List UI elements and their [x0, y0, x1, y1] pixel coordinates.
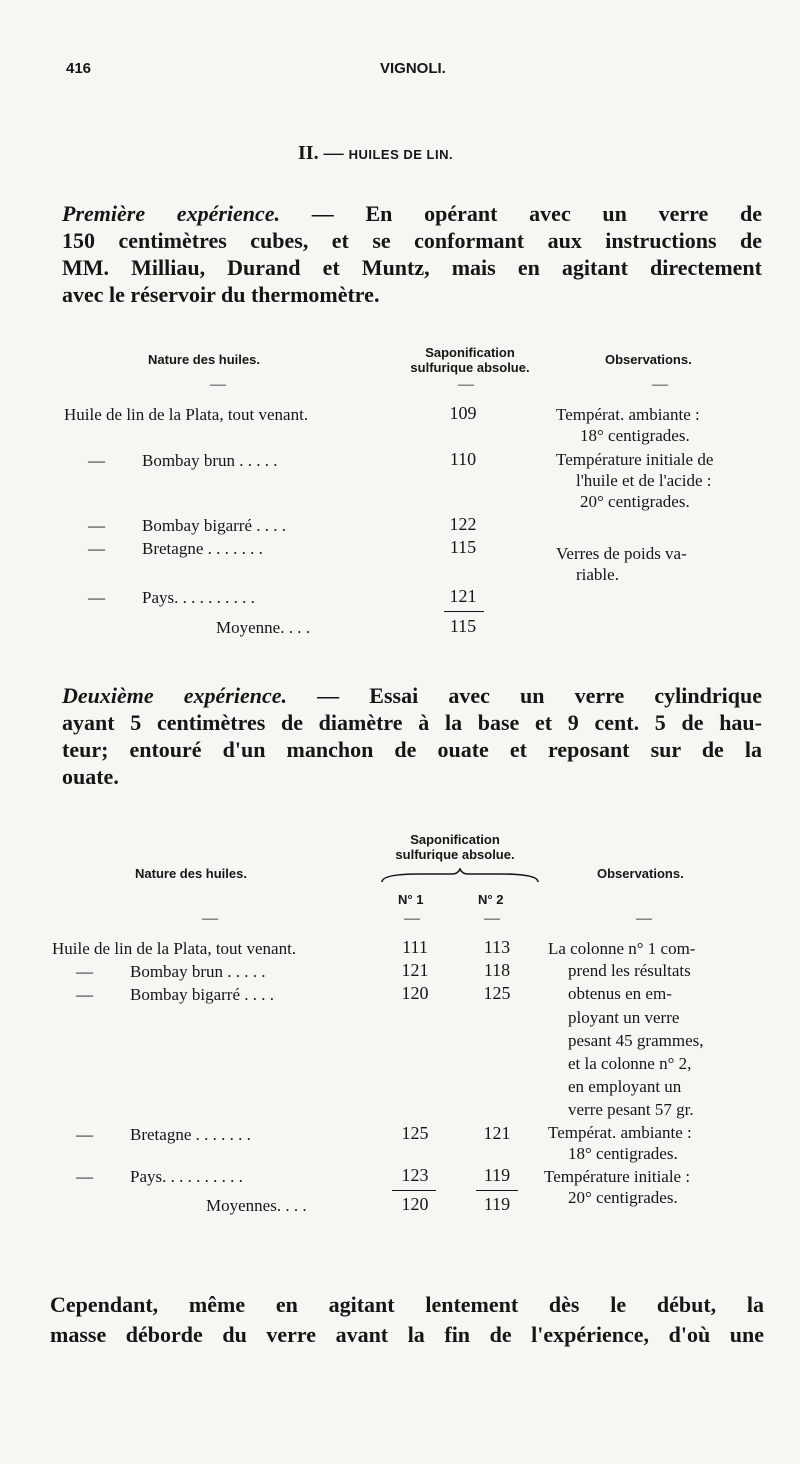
table2-row-value-2: 119	[483, 1165, 511, 1185]
table1-row-name: Bombay brun . . . . .	[142, 451, 278, 470]
section-dash: —	[323, 142, 344, 164]
table1-observation-line: l'huile et de l'acide :	[576, 471, 712, 490]
table2-header-saponification	[370, 832, 540, 862]
table2-observation-line: obtenus en em-	[568, 984, 672, 1003]
table1-observation-line: Température initiale de	[556, 450, 714, 469]
running-title: VIGNOLI.	[380, 60, 446, 77]
table1-header-dash: —	[458, 376, 474, 393]
table2-average-value-2: 119	[483, 1194, 511, 1214]
table2-average-label: Moyennes. . . .	[206, 1196, 307, 1215]
table2-observation-line: et la colonne n° 2,	[568, 1054, 692, 1073]
table2-sum-rule-1	[392, 1190, 436, 1191]
table2-row-name: Bretagne . . . . . . .	[130, 1125, 251, 1144]
table1-row-name: Pays. . . . . . . . . .	[142, 588, 255, 607]
table1-header-observations: Observations.	[605, 352, 692, 367]
table2-row-name: Bombay brun . . . . .	[130, 962, 266, 981]
table1-observation-line: Verres de poids va-	[556, 544, 687, 563]
table2-row-prefix: —	[76, 962, 93, 981]
table2-row-value-2: 113	[483, 937, 511, 957]
paragraph-line: 150 centimètres cubes, et se conformant aux instructions de	[62, 228, 762, 253]
section-heading: HUILES DE LIN.	[348, 147, 454, 162]
table2-observation-line: ployant un verre	[568, 1008, 680, 1027]
table2-row-name: Huile de lin de la Plata, tout venant.	[52, 939, 297, 958]
paragraph-line: ouate.	[62, 764, 119, 789]
paragraph-line: avec le réservoir du thermomètre.	[62, 282, 380, 307]
table1-average-value: 115	[449, 616, 477, 636]
table2-row-value-2: 118	[483, 960, 511, 980]
table1-observation-line: riable.	[576, 565, 619, 584]
paragraph-line: masse déborde du verre avant la fin de l'expérience, d'où une	[50, 1322, 764, 1347]
table2-row-value-1: 111	[402, 937, 428, 957]
table2-header-sapo-line2: sulfurique absolue.	[395, 847, 515, 862]
table2-row-value-1: 125	[401, 1123, 429, 1143]
table2-row-prefix: —	[76, 1167, 93, 1186]
table1-row-prefix: —	[88, 588, 105, 607]
table2-header-dash: —	[636, 910, 652, 927]
table1-sum-rule	[444, 611, 484, 612]
table2-header-dash: —	[484, 910, 500, 927]
table1-average-label: Moyenne. . . .	[216, 618, 310, 637]
table2-header-col2: N° 2	[478, 892, 504, 907]
paragraph-line: ayant 5 centimètres de diamètre à la base et 9 cent. 5 de hau-	[62, 710, 762, 735]
table1-observation-line: Températ. ambiante :	[556, 405, 700, 424]
section-numeral: II.	[298, 142, 319, 164]
table1-observation-line: 18° centigrades.	[580, 426, 690, 445]
paragraph-lead: Deuxième expérience.	[62, 683, 288, 708]
table2-row-value-1: 120	[401, 983, 429, 1003]
paragraph-deuxieme-experience	[62, 682, 762, 790]
table2-row-prefix: —	[76, 1125, 93, 1144]
table1-header-sapo-line1: Saponification	[425, 345, 515, 360]
table1-row-value: 115	[449, 537, 477, 557]
paragraph-line: Cependant, même en agitant lentement dès le début, la	[50, 1292, 764, 1317]
table2-observation-line: Température initiale :	[544, 1167, 691, 1186]
table2-header-nature: Nature des huiles.	[135, 866, 247, 881]
brace-icon	[380, 868, 540, 884]
table2-header-dash: —	[202, 910, 218, 927]
table2-row-name: Bombay bigarré . . . .	[130, 985, 274, 1004]
paragraph-line: — Essai avec un verre cylindrique	[287, 683, 762, 708]
table1-row-name: Huile de lin de la Plata, tout venant.	[64, 405, 309, 424]
table2-observation-line: 18° centigrades.	[568, 1144, 678, 1163]
table2-average-value-1: 120	[401, 1194, 429, 1214]
table2-header-dash: —	[404, 910, 420, 927]
table2-row-value-1: 121	[401, 960, 429, 980]
paragraph-line: MM. Milliau, Durand et Muntz, mais en agitant directement	[62, 255, 762, 280]
page-number: 416	[66, 60, 92, 77]
table1-row-name: Bombay bigarré . . . .	[142, 516, 286, 535]
table2-header-sapo-line1: Saponification	[410, 832, 500, 847]
table2-observation-line: La colonne n° 1 com-	[548, 939, 696, 958]
paragraph-lead: Première expérience.	[62, 201, 281, 226]
table2-row-value-2: 125	[483, 983, 511, 1003]
table2-row-value-2: 121	[483, 1123, 511, 1143]
table2-observation-line: pesant 45 grammes,	[568, 1031, 704, 1050]
table1-header-dash: —	[210, 376, 226, 393]
paragraph-line: teur; entouré d'un manchon de ouate et reposant sur de la	[62, 737, 762, 762]
table2-row-value-1: 123	[401, 1165, 429, 1185]
table1-header-sapo-line2: sulfurique absolue.	[410, 360, 530, 375]
table2-row-prefix: —	[76, 985, 93, 1004]
table2-observation-line: en employant un	[568, 1077, 682, 1096]
table1-row-value: 121	[449, 586, 477, 606]
table1-row-value: 110	[449, 449, 477, 469]
table1-row-value: 109	[449, 403, 477, 423]
table2-observation-line: Températ. ambiante :	[548, 1123, 692, 1142]
table2-sum-rule-2	[476, 1190, 518, 1191]
table1-row-value: 122	[449, 514, 477, 534]
table1-row-prefix: —	[88, 516, 105, 535]
table2-observation-line: 20° centigrades.	[568, 1188, 678, 1207]
table1-row-name: Bretagne . . . . . . .	[142, 539, 263, 558]
table1-observation-line: 20° centigrades.	[580, 492, 690, 511]
table2-row-name: Pays. . . . . . . . . .	[130, 1167, 243, 1186]
table1-header-nature: Nature des huiles.	[148, 352, 260, 367]
table1-header-dash: —	[652, 376, 668, 393]
table1-row-prefix: —	[88, 451, 105, 470]
table2-header-col1: N° 1	[398, 892, 424, 907]
table2-observation-line: prend les résultats	[568, 961, 691, 980]
table1-header-saponification	[385, 345, 555, 375]
section-title	[298, 142, 453, 165]
table1-row-prefix: —	[88, 539, 105, 558]
paragraph-line: — En opérant avec un verre de	[280, 201, 763, 226]
paragraph-cependant	[50, 1290, 764, 1350]
paragraph-premiere-experience	[62, 200, 762, 308]
table2-header-observations: Observations.	[597, 866, 684, 881]
table2-observation-line: verre pesant 57 gr.	[568, 1100, 694, 1119]
